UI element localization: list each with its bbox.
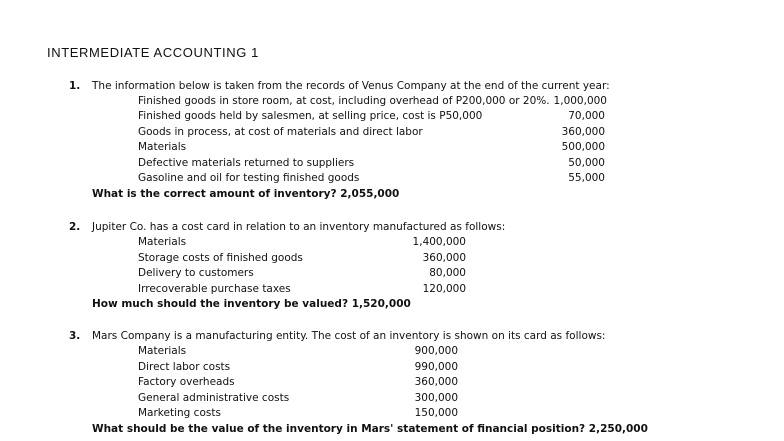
- question-number: 2.: [69, 221, 81, 233]
- cost-item-amount: 360,000: [561, 126, 605, 138]
- question-text: The information below is taken from the records of Venus Company at the end of the current year:: [92, 80, 610, 92]
- cost-item-amount: 50,000: [568, 157, 605, 169]
- document-title: INTERMEDIATE ACCOUNTING 1: [47, 45, 259, 60]
- cost-item-label: General administrative costs: [138, 392, 290, 404]
- cost-item-amount: 1,000,000: [553, 95, 607, 107]
- cost-item-label: Direct labor costs: [138, 361, 231, 373]
- cost-item-amount: 80,000: [429, 267, 466, 279]
- question-text: Mars Company is a manufacturing entity. The cost of an inventory is shown on its card as follows:: [92, 330, 606, 342]
- cost-item-label: Materials: [138, 236, 187, 248]
- cost-item-amount: 70,000: [568, 110, 605, 122]
- cost-item-label: Gasoline and oil for testing finished goods: [138, 172, 360, 184]
- cost-item-label: Irrecoverable purchase taxes: [138, 283, 291, 295]
- cost-item-amount: 120,000: [422, 283, 466, 295]
- cost-item-amount: 1,400,000: [412, 236, 466, 248]
- cost-item-amount: 55,000: [568, 172, 605, 184]
- question-answer: What should be the value of the inventory in Mars' statement of financial position? 2,250,000: [92, 423, 648, 435]
- cost-item-amount: 360,000: [414, 376, 458, 388]
- cost-item-label: Materials: [138, 141, 187, 153]
- cost-item-label: Factory overheads: [138, 376, 235, 388]
- question-number: 1.: [69, 80, 81, 92]
- cost-item-label: Delivery to customers: [138, 267, 254, 279]
- cost-item-label: Marketing costs: [138, 407, 221, 419]
- question-number: 3.: [69, 330, 81, 342]
- cost-item-amount: 150,000: [414, 407, 458, 419]
- cost-item-label: Defective materials returned to suppliers: [138, 157, 355, 169]
- cost-item-amount: 300,000: [414, 392, 458, 404]
- cost-item-amount: 900,000: [414, 345, 458, 357]
- cost-item-label: Finished goods in store room, at cost, including overhead of P200,000 or 20%.: [138, 95, 550, 107]
- cost-item-label: Goods in process, at cost of materials and direct labor: [138, 126, 423, 138]
- cost-item-label: Materials: [138, 345, 187, 357]
- question-text: Jupiter Co. has a cost card in relation to an inventory manufactured as follows:: [92, 221, 506, 233]
- cost-item-amount: 360,000: [422, 252, 466, 264]
- question-answer: What is the correct amount of inventory? 2,055,000: [92, 188, 400, 200]
- cost-item-label: Storage costs of finished goods: [138, 252, 303, 264]
- cost-item-amount: 500,000: [561, 141, 605, 153]
- cost-item-amount: 990,000: [414, 361, 458, 373]
- question-answer: How much should the inventory be valued? 1,520,000: [92, 298, 411, 310]
- cost-item-label: Finished goods held by salesmen, at selling price, cost is P50,000: [138, 110, 483, 122]
